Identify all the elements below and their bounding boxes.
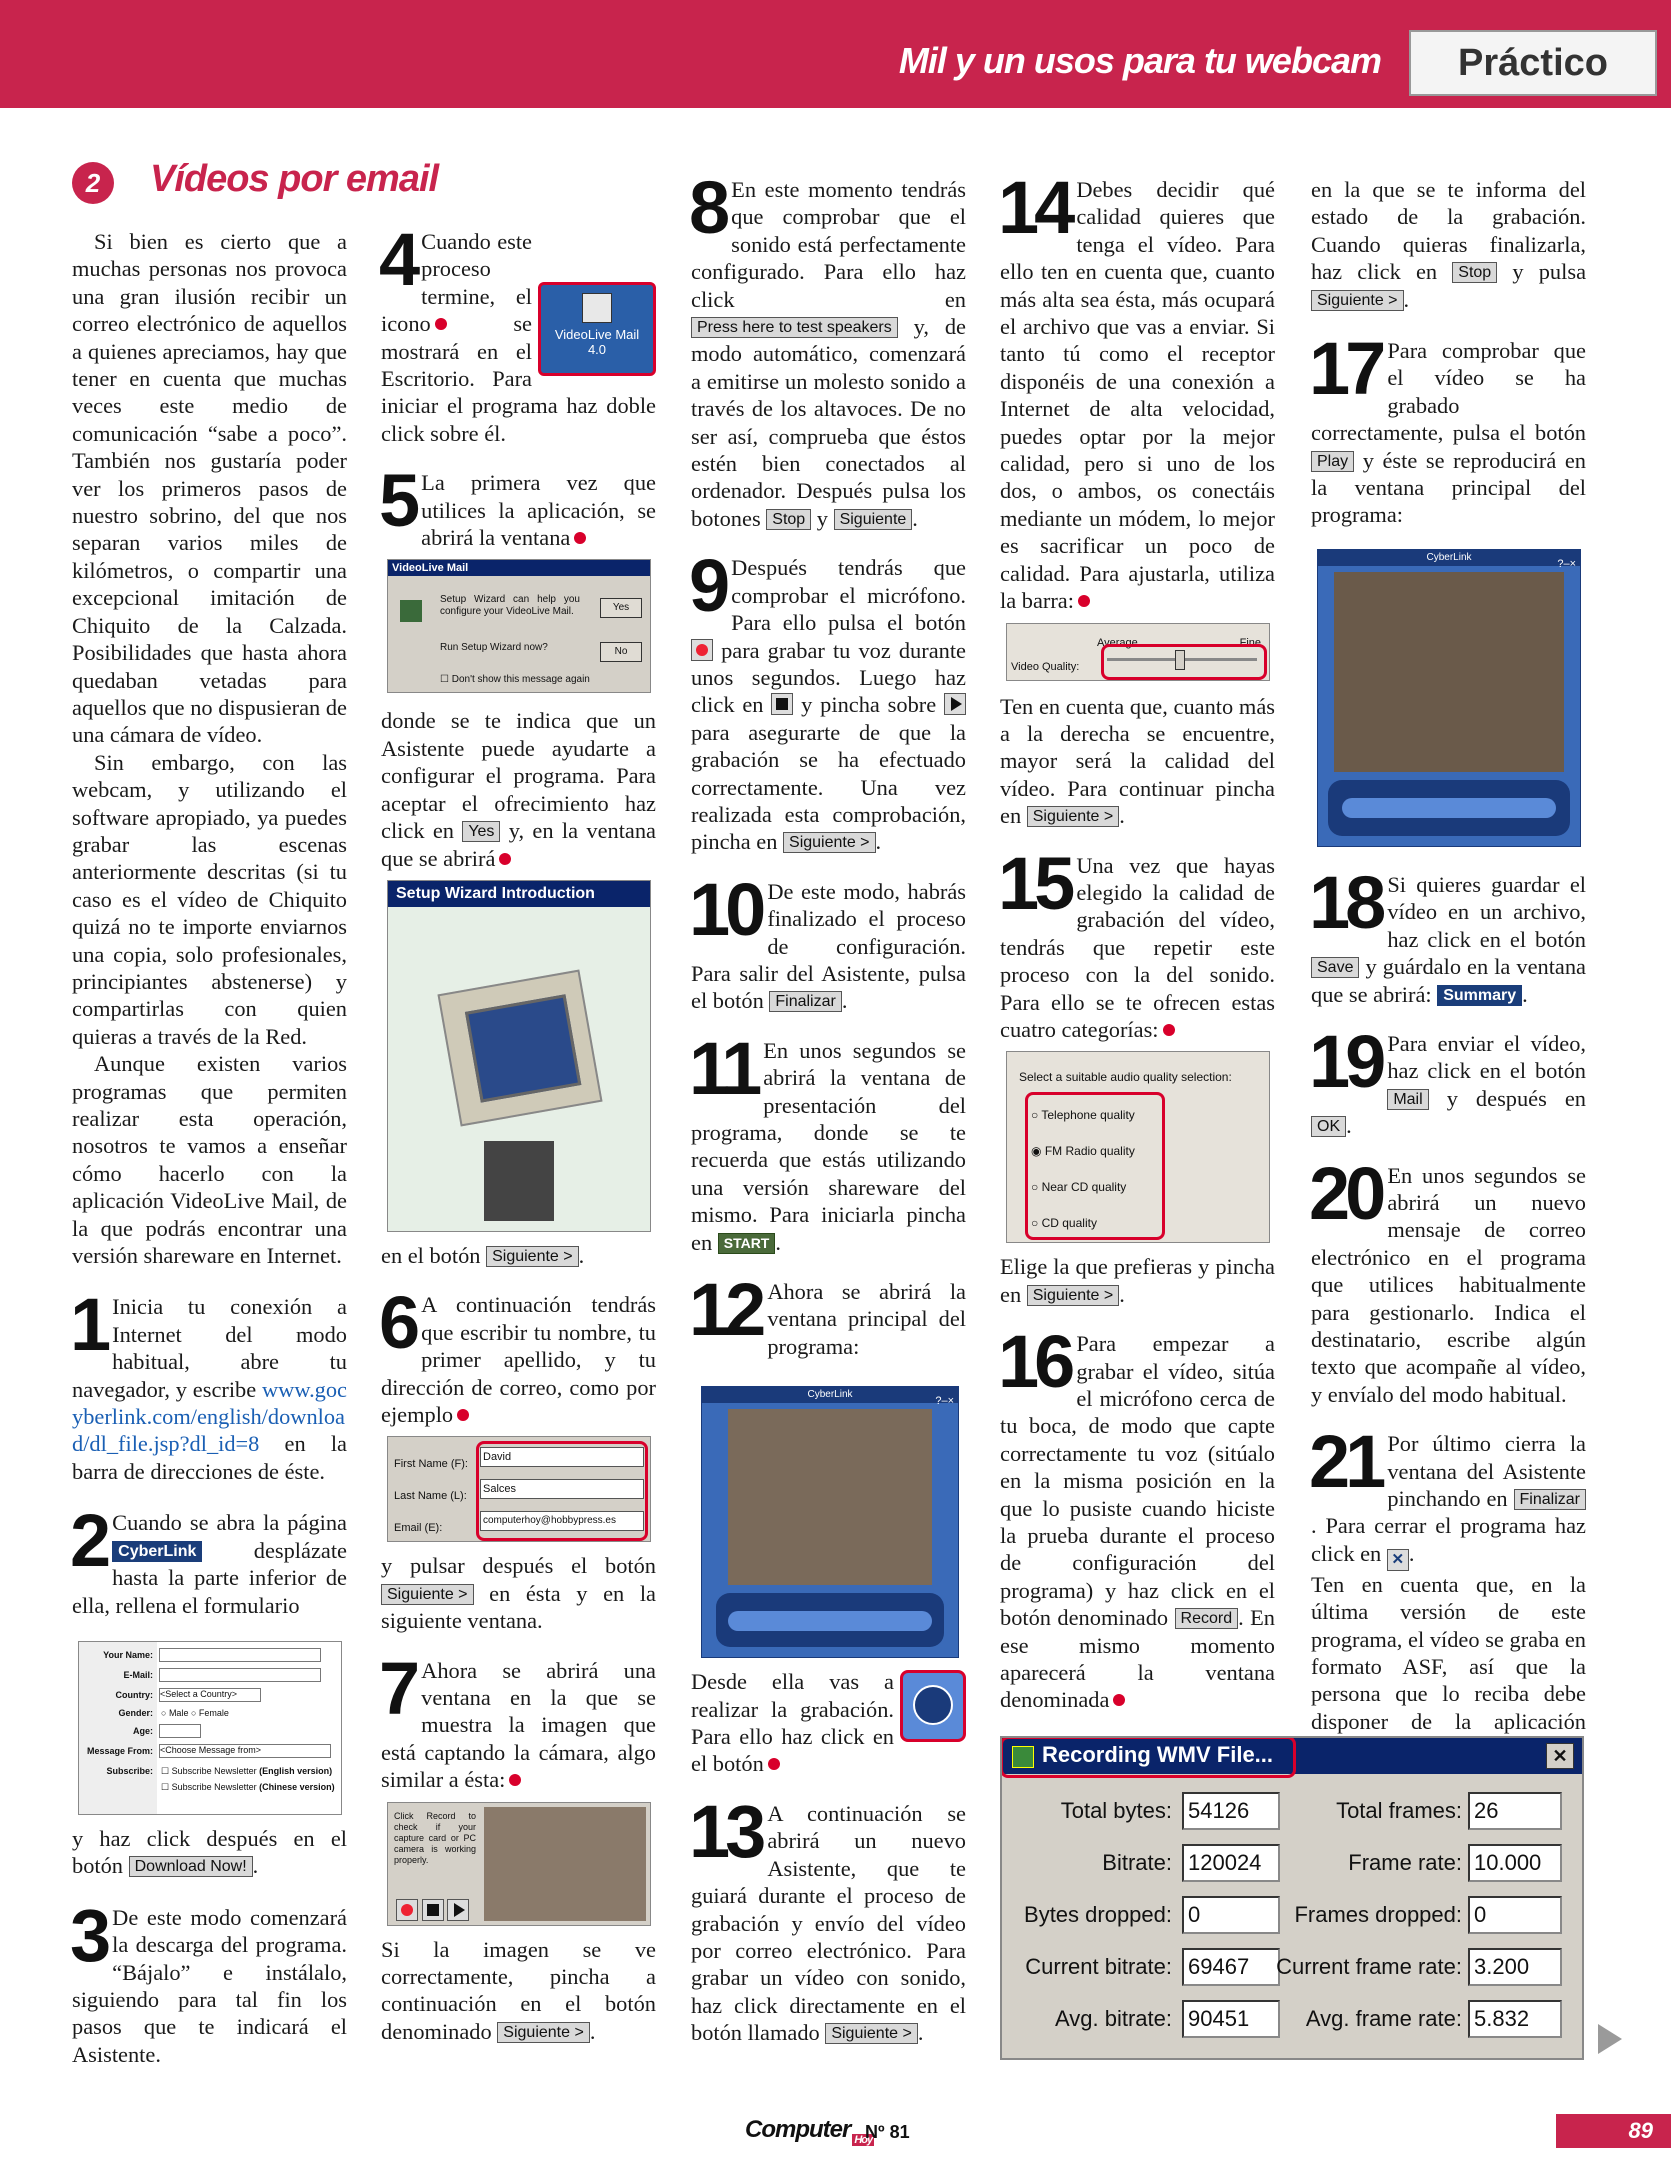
step-11: 11 En unos segundos se abrirá la ventana de presentación del programa, donde se te recuerda que estás utilizando una versión shareware del mismo. Para iniciarla pincha en START . [689,1026,966,1255]
step-7: 7 Ahora se abrirá una ventana en la que se muestra la imagen que está captando la cámara, algo similar a ésta: [379,1646,656,1793]
section-tag: Práctico [1409,30,1657,96]
step-7-continued: Si la imagen se ve correctamente, pincha a continuación en el botón denominado Siguiente > . [381,1936,656,2044]
section-heading [72,158,439,204]
siguiente-button[interactable]: Siguiente > [486,1246,579,1267]
frame-rate-value: 10.000 [1468,1844,1562,1882]
step-6-continued: y pulsar después el botón Siguiente > en ésta y en la siguiente ventana. [381,1553,656,1634]
wizard-record-icon [913,1685,953,1725]
last-name-field[interactable]: Salces [480,1479,644,1499]
step-15-continued: Elige la que prefieras y pincha en Siguiente > . [1000,1254,1275,1307]
finalizar-button[interactable]: Finalizar [1514,1489,1586,1510]
intro-paragraph: Si bien es cierto que a muchas personas nos provoca una gran ilusión recibir un correo electrónico de aquellos a quienes apreciamos, hay que tener en cuenta que muchas veces este medio de comunicación “sabe a poco”. También nos gustaría poder ver los primeros pasos de nuestro sobrino, del que nos separan varios miles de kilómetros, o compartir una excepcional imitación de Chiquito de la Calzada. Posibilidades que hasta ahora quedaban vetadas para aquellos que no dispusieran de una cámara de vídeo. [72,229,347,748]
callout-dot [1163,1024,1175,1036]
highlight-box [476,1441,648,1541]
control-panel [716,1593,944,1647]
monitor-illustration [437,969,602,1126]
first-name-field[interactable]: David [480,1447,644,1467]
siguiente-button[interactable]: Siguiente > [1311,290,1404,311]
play-icon [447,1899,469,1921]
wizard-icon [400,600,422,622]
step-1: 1 Inicia tu conexión a Internet del modo habitual, abre tu navegador, y escribe www.gocyberlink.com/english/download/dl_file.jsp?dl_id=8 en la barra de direcciones de éste. [70,1283,347,1484]
series-title: Mil y un usos para tu webcam [898,40,1381,81]
user-details-dialog: First Name (F): David Last Name (L): Salces Email (E): computerhoy@hobbypress.es [387,1436,651,1542]
age-input[interactable] [159,1724,201,1738]
record-tool-button[interactable] [900,1670,966,1742]
avg-frame-rate-value: 5.832 [1468,2000,1562,2038]
callout-dot [509,1774,521,1786]
magazine-logo: Computer Hoy [745,2116,873,2146]
download-link[interactable]: www.gocyberlink.com/english/download/dl_file.jsp?dl_id=8 [72,1376,347,1457]
window-controls[interactable]: ?–× [935,1395,954,1408]
stop-button[interactable]: Stop [766,509,811,530]
heading-title: Vídeos por email [150,158,439,200]
step-5-end: en el botón Siguiente > . [381,1242,585,1268]
close-button[interactable] [1546,1743,1574,1769]
audio-option-cd[interactable]: ○ CD quality [1031,1216,1097,1231]
email-input[interactable] [159,1668,321,1682]
column-4 [998,166,1275,1714]
control-panel [1328,780,1570,836]
step-12: 12 Ahora se abrirá la ventana principal del programa: [689,1268,966,1359]
callout-dot [768,1758,780,1770]
window-controls[interactable]: ?–× [1557,557,1576,570]
video-quality-slider: Average Fine Video Quality: [1006,623,1270,681]
step-16: 16 Para empezar a grabar el vídeo, sitúa el micrófono cerca de tu boca, de modo que capte correctamente tu voz (sitúalo en la misma posición en la que lo pusiste cuando hiciste la prueba durante el proceso de configuración del programa) y haz click en el botón denominado Record . En ese mismo momento aparecerá la ventana denominada [998,1320,1275,1713]
page-number: 89 [1628,2118,1653,2143]
callout-dot [435,318,447,330]
setup-wizard-dialog: VideoLive Mail Setup Wizard can help you configure your VideoLive Mail. Run Setup Wizard now? Yes No ☐ Don't show this message again [387,559,651,693]
callout-dot [499,853,511,865]
highlight-box [1025,1092,1165,1240]
step-5: 5 La primera vez que utilices la aplicación, se abrirá la ventana [379,459,656,551]
test-speakers-button[interactable]: Press here to test speakers [691,317,898,338]
footer [0,2112,1671,2146]
step-16-continued: en la que se te informa del estado de la grabación. Cuando quieras finalizarla, haz click en Stop y pulsa Siguiente > . [1311,177,1587,312]
download-now-button[interactable]: Download Now! [129,1856,253,1877]
bytes-dropped-value: 0 [1182,1896,1280,1934]
stop-button[interactable]: Stop [1452,262,1497,283]
yes-button[interactable]: Yes [600,598,642,618]
record-icon[interactable] [691,639,713,661]
highlight-box [1000,1736,1296,1778]
video-preview [728,1409,932,1585]
close-icon[interactable]: ✕ [1387,1549,1409,1571]
step-2: 2 Cuando se abra la página CyberLink desplázate hasta la parte inferior de ella, rellena el formulario [70,1499,347,1618]
subscribe-chinese-checkbox[interactable]: ☐ Subscribe Newsletter (Chinese version) [161,1781,335,1792]
videolive-icon [582,293,612,323]
step-12-continued: Desde ella vas a realizar la grabación. Para ello haz click en el botón [691,1668,966,1778]
subscribe-english-checkbox[interactable]: ☐ Subscribe Newsletter (English version) [161,1765,333,1776]
summary-button[interactable]: Summary [1437,985,1522,1006]
step-14: 14 Debes decidir qué calidad quieres que tenga el vídeo. Para ello ten en cuenta que, cuanto más alta sea ésta, más ocupará el archivo que vas a enviar. Si tanto tú como el receptor disponéis de una conexión a Internet de alta velocidad, puedes optar por la mejor calidad, pero si uno de los dos, o ambos, os conectáis mediante un módem, lo mejor es sacrificar un poco de calidad. Para ajustarla, utiliza la barra: [998,166,1275,614]
start-button[interactable]: START [718,1233,776,1254]
callout-dot [574,532,586,544]
heading-number-badge: 2 [72,162,114,204]
ok-button[interactable]: OK [1311,1116,1346,1137]
step-13: 13 A continuación se abrirá un nuevo Asistente, que te guiará durante el proceso de grabación y envío del vídeo por correo electrónico. Para grabar un vídeo con sonido, haz click directamente en el botón llamado Siguiente > . [689,1789,966,2046]
header-bar [0,0,1671,108]
callout-dot [1113,1694,1125,1706]
total-bytes-value: 54126 [1182,1792,1280,1830]
cyberlink-button[interactable]: CyberLink [112,1541,202,1562]
cyberlink-playback-window: CyberLink ?–× [1317,549,1581,847]
step-10: 10 De este modo, habrás finalizado el proceso de configuración. Para salir del Asistente, pulsa el botón Finalizar . [689,867,966,1014]
highlight-box [1101,644,1267,680]
message-select[interactable]: <Choose Message from> [159,1744,331,1758]
step-18: 18 Si quieres guardar el vídeo en un archivo, haz click en el botón Save y guárdalo en la ventana que se abrirá: Summary . [1309,860,1586,1007]
camera-preview [484,1807,646,1921]
name-input[interactable] [159,1648,321,1662]
intro-paragraph: Aunque existen varios programas que permiten realizar esta operación, nosotros te vamos a enseñar cómo hacerlo con la aplicación VideoLive Mail, de la que podrás encontrar una versión shareware en Internet. [72,1051,347,1269]
camera-test-dialog: Click Record to check if your capture card or PC camera is working properly. [387,1802,651,1926]
step-15: 15 Una vez que hayas elegido la calidad de grabación del vídeo, tendrás que repetir este proceso con la del sonido. Para ello se te ofrecen estas cuatro categorías: [998,841,1275,1042]
videolive-desktop-icon[interactable]: VideoLive Mail 4.0 [538,282,656,376]
frames-dropped-value: 0 [1468,1896,1562,1934]
column-3 [689,166,966,2047]
audio-option-near-cd[interactable]: ○ Near CD quality [1031,1180,1127,1195]
step-3: 3 De este modo comenzará la descarga del programa. “Bájalo” e instálalo, siguiendo para tal fin los pasos que te indicará el Asistente. [70,1893,347,2067]
column-1 [72,228,347,2068]
siguiente-button[interactable]: Siguiente > [783,832,876,853]
audio-quality-dialog: Select a suitable audio quality selection: ○ Telephone quality ◉ FM Radio quality ○ Near CD quality ○ CD quality [1006,1051,1270,1243]
no-button[interactable]: No [600,642,642,662]
finalizar-button[interactable]: Finalizar [769,991,841,1012]
siguiente-button[interactable]: Siguiente > [1027,806,1120,827]
intro-paragraph: Sin embargo, con las webcam, y utilizando el software apropiado, ya puedes grabar las escenas anteriormente descritas (si tu caso es el vídeo de Chiquito quizá no te importe enviarnos una copia, solo profesionales, principiantes abstenerse) y compartirlas con quien quieras a través de la Red. [72,749,347,1049]
siguiente-button[interactable]: Siguiente > [825,2023,918,2044]
bitrate-value: 120024 [1182,1844,1280,1882]
callout-dot [1078,595,1090,607]
close-icon: ✕ [1552,1746,1568,1766]
play-icon[interactable] [944,693,966,715]
step-6: 6 A continuación tendrás que escribir tu nombre, tu primer apellido, y tu dirección de correo, como por ejemplo [379,1281,656,1427]
save-button[interactable]: Save [1311,957,1359,978]
recording-wmv-dialog: Recording WMV File... ✕ Total bytes: 54126 Bitrate: 120024 Bytes dropped: 0 Current bitrate: 69467 Avg. bitrate: 90451 Total frames: 26 Frame rate: 10.000 Frames dropped: 0 Current frame rate: 3.200 Avg. frame rate: 5.832 [1000,1736,1584,2060]
yes-button-ref[interactable]: Yes [462,821,500,842]
audio-option-telephone[interactable]: ○ Telephone quality [1031,1108,1135,1123]
mail-button[interactable]: Mail [1387,1089,1428,1110]
record-icon [396,1899,418,1921]
step-20: 20 En unos segundos se abrirá un nuevo mensaje de correo electrónico en el programa que utilices habitualmente para gestionarlo. Indica el destinatario, escribe algún texto que acompañe al vídeo, y envíalo del modo habitual. [1309,1151,1586,1407]
stop-icon[interactable] [771,693,793,715]
step-8: 8 En este momento tendrás que comprobar que el sonido está perfectamente configurado. Para ello haz click en Press here to test speakers y, de modo automático, comenzará a emitirse un molesto sonido a través de los altavoces. De no ser así, comprueba que éstos estén bien conectados al ordenador. Después pulsa los botones Stop y Siguiente . [689,166,966,531]
siguiente-button[interactable]: Siguiente [834,509,913,530]
step-9: 9 Después tendrás que comprobar el micrófono. Para ello pulsa el botón para grabar tu voz durante unos segundos. Luego haz click en y pincha sobre para asegurarte de que la grabación se ha efectuado correctamente. Una vez realizada esta comprobación, pincha en Siguiente > . [689,544,966,855]
video-playback [1334,572,1564,772]
step-21: 21 Por último cierra la ventana del Asistente pinchando en Finalizar. Para cerrar el programa haz click en ✕ . Ten en cuenta que, en la última versión de este programa, el vídeo se graba en formato ASF, así que la persona que lo reciba debe disponer de la aplicación [1309,1420,1586,1734]
record-button[interactable]: Record [1175,1608,1239,1629]
current-bitrate-value: 69467 [1182,1948,1280,1986]
step-17: 17 Para comprobar que el vídeo se ha grabado correctamente, pulsa el botón Play y éste se reproducirá en la ventana principal del programa: [1309,327,1586,528]
gender-radio[interactable]: ○ Male ○ Female [161,1707,229,1718]
record-controls[interactable] [396,1899,469,1926]
step-14-continued: Ten en cuenta que, cuanto más a la derecha se encuentre, mayor será la calidad del vídeo. Para continuar pincha en Siguiente > . [1000,693,1275,829]
total-frames-value: 26 [1468,1792,1562,1830]
audio-option-fm-radio[interactable]: ◉ FM Radio quality [1031,1144,1135,1159]
cyberlink-main-window: CyberLink ?–× [701,1386,959,1658]
next-page-arrow-icon [1598,2024,1622,2054]
dont-show-checkbox[interactable]: ☐ Don't show this message again [440,674,590,686]
page-number-bar [1556,2114,1671,2148]
siguiente-button[interactable]: Siguiente > [1027,1285,1120,1306]
step-19: 19 Para enviar el vídeo, haz click en el botón Mail y después en OK . [1309,1019,1586,1139]
setup-wizard-introduction: Setup Wizard Introduction [387,880,651,1232]
avg-bitrate-value: 90451 [1182,2000,1280,2038]
registration-form-screenshot: Your Name: E-Mail: Country: <Select a Country> Gender: ○ Male ○ Female Age: Message From: <Choose Message from> Subscribe: ☐ Subscribe Newsletter (English version) ☐ Subscribe Newsletter (Chinese version) [78,1641,342,1815]
siguiente-button[interactable]: Siguiente > [381,1584,474,1605]
issue-number: Nº 81 [865,2122,910,2142]
stop-icon [422,1899,444,1921]
email-field[interactable]: computerhoy@hobbypress.es [480,1511,644,1531]
siguiente-button[interactable]: Siguiente > [497,2022,590,2043]
country-select[interactable]: <Select a Country> [159,1688,261,1702]
play-button[interactable]: Play [1311,451,1354,472]
step-2-continued: y haz click después en el botón Download Now! . [72,1825,347,1879]
column-2 [379,218,656,2045]
callout-dot [457,1409,469,1421]
step-4: VideoLive Mail 4.0 4 Cuando este proceso termine, el icono se mostrará en el Escritorio. Para iniciar el programa haz doble click sobre él. [379,218,656,446]
step-5-continued: donde se te indica que un Asistente puede ayudarte a configurar el programa. Para aceptar el ofrecimiento haz click en Yes y, en la ventana que se abrirá [381,708,656,871]
column-5 [1311,176,1586,1763]
current-frame-rate-value: 3.200 [1468,1948,1562,1986]
